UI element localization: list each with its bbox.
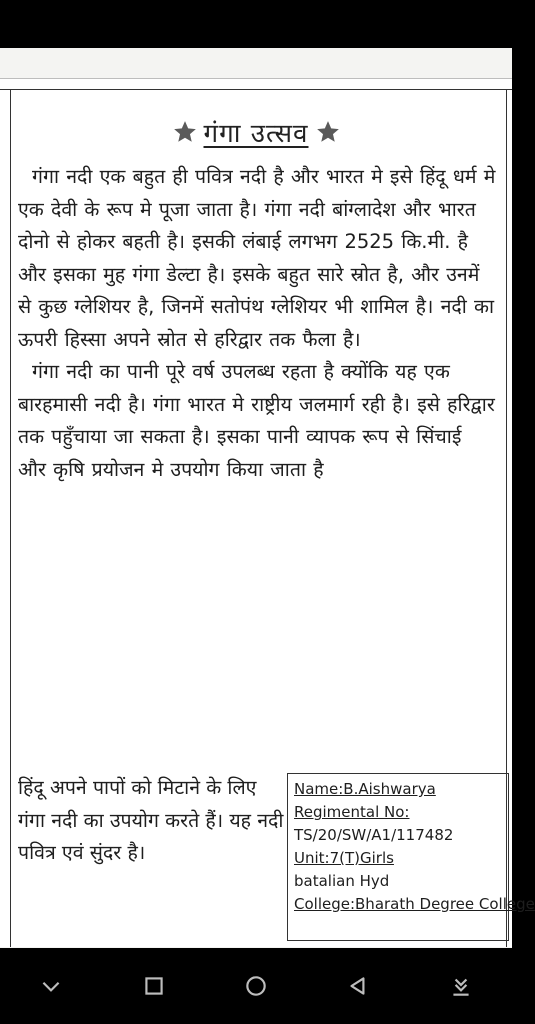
chevron-down-icon[interactable] bbox=[27, 962, 75, 1010]
home-circle-icon[interactable] bbox=[232, 962, 280, 1010]
back-triangle-icon[interactable] bbox=[334, 962, 382, 1010]
regimental-number: TS/20/SW/A1/117482 bbox=[294, 826, 454, 844]
regimental-label: Regimental No: bbox=[294, 803, 410, 821]
college: College:Bharath Degree College bbox=[294, 895, 535, 913]
image-viewer bbox=[0, 48, 535, 948]
left-margin-line bbox=[10, 89, 11, 947]
unit-continued: batalian Hyd bbox=[294, 872, 390, 890]
download-icon[interactable] bbox=[437, 962, 485, 1010]
paragraph-1: गंगा नदी एक बहुत ही पवित्र नदी है और भारत मे इसे हिंदू धर्म मे एक देवी के रूप मे पूजा जाता है। गंगा नदी बांग्लादेश और भारत दोनो से होकर बहती है। इसकी लंबाई लगभग 2525 कि.मी. है और इसका मुह गंगा डेल्टा है। इसके बहुत सारे स्रोत है, और उनमें से कुछ ग्लेशियर है, जिनमें सतोपंथ ग्लेशियर भी शामिल है। नदी का ऊपरी हिस्सा अपने स्रोत से हरिद्वार तक फैला है। bbox=[18, 165, 496, 351]
unit: Unit:7(T)Girls bbox=[294, 849, 394, 867]
student-name: Name:B.Aishwarya bbox=[294, 780, 436, 798]
status-bar bbox=[0, 0, 512, 48]
recents-square-icon[interactable] bbox=[130, 962, 178, 1010]
paragraph-2: गंगा नदी का पानी पूरे वर्ष उपलब्ध रहता है क्योंकि यह एक बारहमासी नदी है। गंगा भारत मे राष्ट्रीय जलमार्ग रही है। इसे हरिद्वार तक पहुँचाया जा सकता है। इसका पानी व्यापक रूप से सिंचाई और कृषि प्रयोजन मे उपयोग किया जाता है bbox=[18, 360, 495, 481]
star-icon bbox=[172, 119, 198, 145]
closing-paragraph: हिंदू अपने पापों को मिटाने के लिए गंगा नदी का उपयोग करते हैं। यह नदी पवित्र एवं सुंदर है। bbox=[18, 776, 284, 864]
page-title: गंगा उत्सव bbox=[203, 119, 309, 149]
star-icon bbox=[315, 119, 341, 145]
page-top-rule bbox=[0, 89, 512, 90]
navigation-bar bbox=[0, 948, 512, 1024]
registration-box bbox=[287, 773, 535, 941]
title-row bbox=[0, 111, 512, 153]
essay-body bbox=[18, 161, 496, 486]
notebook-page bbox=[0, 78, 535, 947]
